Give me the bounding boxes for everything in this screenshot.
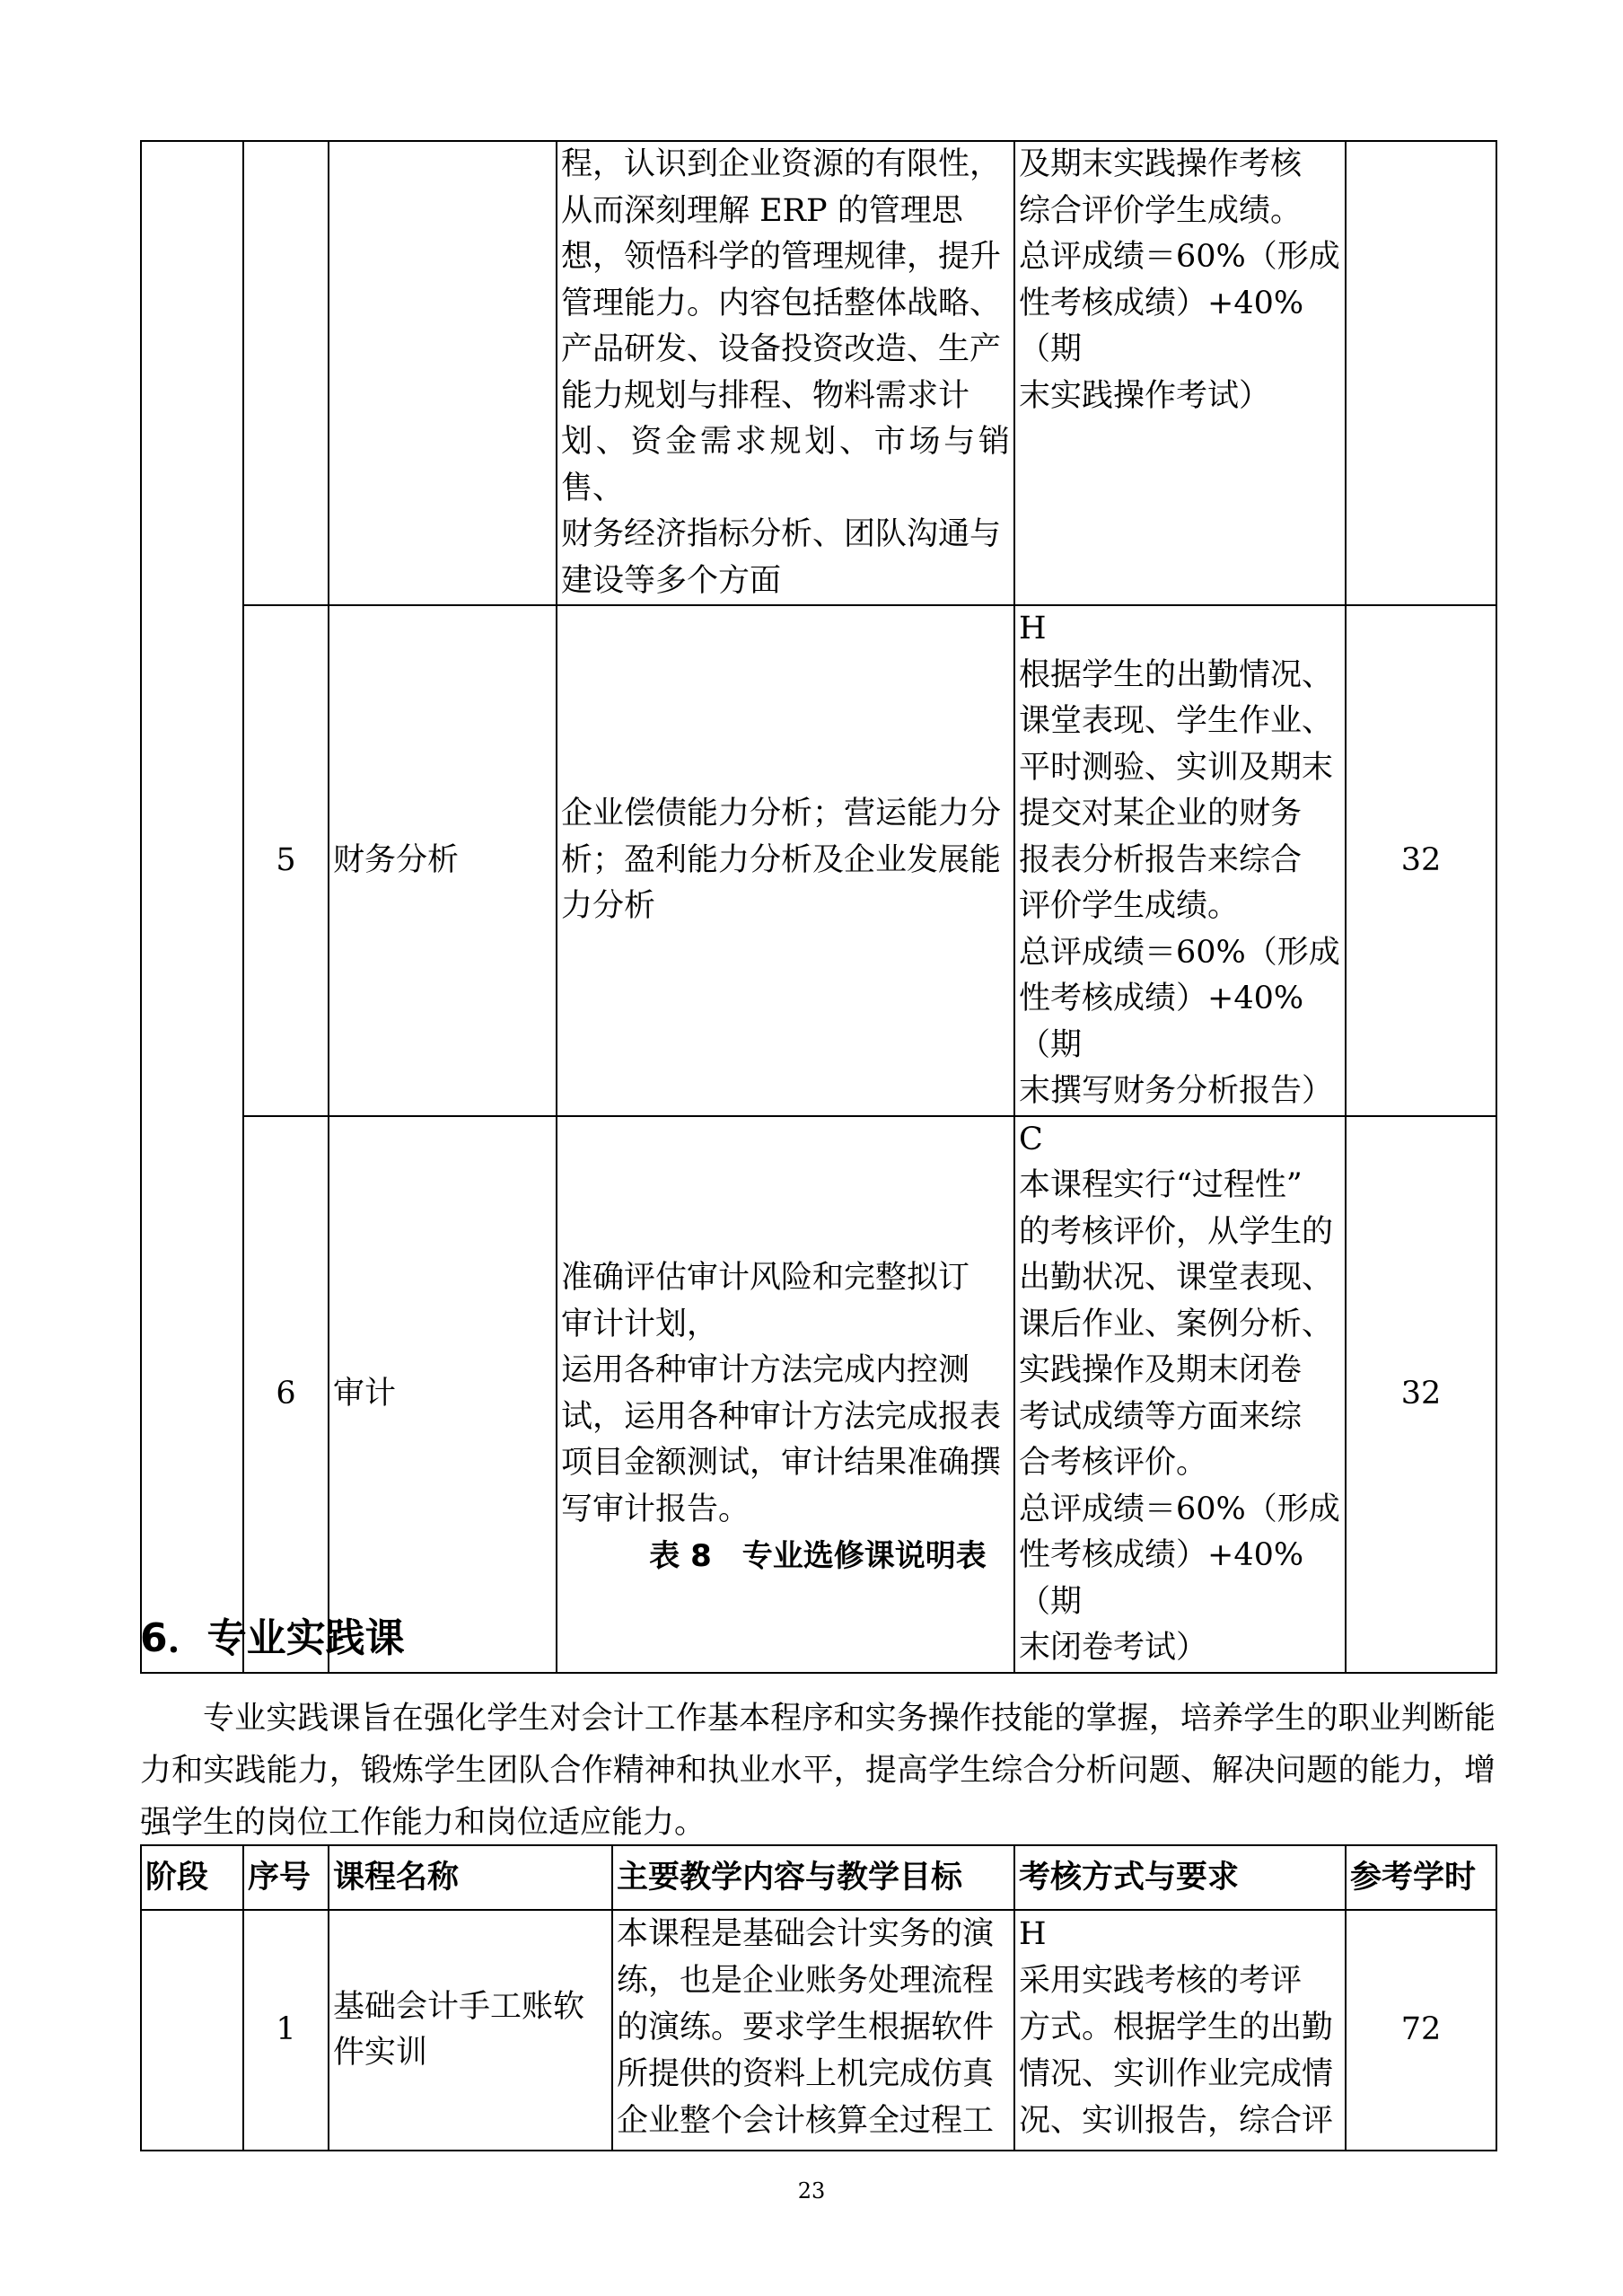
course-name-cell: 基础会计手工账软 件实训 bbox=[329, 1910, 612, 2151]
table-caption: 表 8 专业选修课说明表 bbox=[649, 1538, 987, 1574]
header-hours: 参考学时 bbox=[1346, 1845, 1496, 1910]
hours-cell bbox=[1346, 141, 1496, 605]
course-name-cell: 审计 bbox=[329, 1116, 557, 1673]
practice-course-table bbox=[140, 1844, 1497, 2151]
course-number-cell: 1 bbox=[243, 1910, 329, 2151]
header-assessment: 考核方式与要求 bbox=[1014, 1845, 1346, 1910]
stage-cell bbox=[141, 1910, 243, 2151]
header-content: 主要教学内容与教学目标 bbox=[612, 1845, 1014, 1910]
course-number-cell bbox=[243, 141, 329, 605]
course-content-cell: 程，认识到企业资源的有限性， 从而深刻理解 ERP 的管理思 想，领悟科学的管理规律，提升 管理能力。内容包括整体战略、 产品研发、设备投资改造、生产 能力规划与排程、物料需求计 划、资金需求规划、市场与销售、 财务经济指标分析、团队沟通与 建设等多个方面 bbox=[557, 141, 1014, 605]
stage-cell bbox=[141, 141, 243, 1673]
course-number-cell: 6 bbox=[243, 1116, 329, 1673]
header-number: 序号 bbox=[243, 1845, 329, 1910]
hours-cell: 32 bbox=[1346, 1116, 1496, 1673]
course-name-cell bbox=[329, 141, 557, 605]
course-content-cell: 企业偿债能力分析；营运能力分 析；盈利能力分析及企业发展能 力分析 bbox=[557, 605, 1014, 1116]
assessment-cell: H 根据学生的出勤情况、 课堂表现、学生作业、 平时测验、实训及期末 提交对某企业的财务 报表分析报告来综合 评价学生成绩。 总评成绩＝60%（形成 性考核成绩）+40%（期 末撰写财务分析报告） bbox=[1014, 605, 1346, 1116]
section-title: 6．专业实践课 bbox=[140, 1615, 405, 1661]
elective-course-table bbox=[140, 140, 1497, 1674]
header-course-name: 课程名称 bbox=[329, 1845, 612, 1910]
hours-cell: 72 bbox=[1346, 1910, 1496, 2151]
section-paragraph: 专业实践课旨在强化学生对会计工作基本程序和实务操作技能的掌握，培养学生的职业判断能力和实践能力，锻炼学生团队合作精神和执业水平，提高学生综合分析问题、解决问题的能力，增强学生的岗位工作能力和岗位适应能力。 bbox=[140, 1701, 1496, 1841]
table-row bbox=[141, 1910, 1496, 2151]
page-number: 23 bbox=[797, 2178, 826, 2204]
table-header-row bbox=[141, 1845, 1496, 1910]
table-row bbox=[141, 605, 1496, 1116]
course-content-cell: 准确评估审计风险和完整拟订 审计计划， 运用各种审计方法完成内控测 试，运用各种审计方法完成报表 项目金额测试，审计结果准确撰 写审计报告。 bbox=[557, 1116, 1014, 1673]
table-row bbox=[141, 1116, 1496, 1673]
course-number-cell: 5 bbox=[243, 605, 329, 1116]
assessment-cell: H 采用实践考核的考评 方式。根据学生的出勤 情况、实训作业完成情 况、实训报告，综合评 bbox=[1014, 1910, 1346, 2151]
course-content-cell: 本课程是基础会计实务的演 练，也是企业账务处理流程 的演练。要求学生根据软件 所提供的资料上机完成仿真 企业整个会计核算全过程工 bbox=[612, 1910, 1014, 2151]
table-row bbox=[141, 141, 1496, 605]
header-stage: 阶段 bbox=[141, 1845, 243, 1910]
course-name-cell: 财务分析 bbox=[329, 605, 557, 1116]
assessment-cell: C 本课程实行“过程性” 的考核评价，从学生的 出勤状况、课堂表现、 课后作业、案例分析、 实践操作及期末闭卷 考试成绩等方面来综 合考核评价。 总评成绩＝60%（形成 性考核成绩）+40%（期 末闭卷考试） bbox=[1014, 1116, 1346, 1673]
hours-cell: 32 bbox=[1346, 605, 1496, 1116]
assessment-cell: 及期末实践操作考核 综合评价学生成绩。 总评成绩＝60%（形成 性考核成绩）+40%（期 末实践操作考试） bbox=[1014, 141, 1346, 605]
